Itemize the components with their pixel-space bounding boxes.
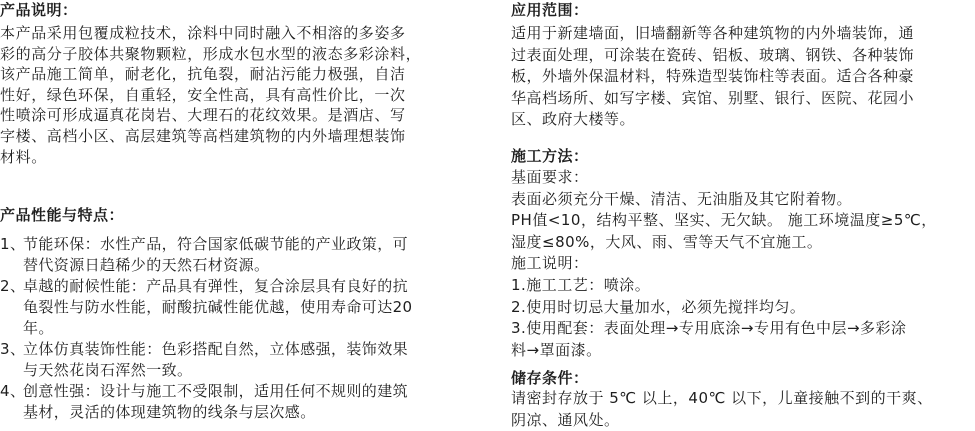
- application-paragraph: [511, 23, 914, 131]
- application-line: 华高档场所、如写字楼、宾馆、别墅、银行、医院、花园小: [511, 88, 915, 107]
- application-section: [511, 0, 914, 131]
- feature-number: 2、: [0, 277, 26, 295]
- features-heading: 产品性能与特点：: [0, 206, 125, 224]
- feature-item: [0, 276, 413, 339]
- intro-line: 性好，绿色环保，自重轻，安全性高，具有高性价比，一次: [0, 85, 406, 104]
- method-heading: 施工方法：: [511, 147, 589, 165]
- feature-line: 替代资源日趋稀少的天然石材资源。: [23, 256, 270, 274]
- method-line: 1.施工工艺：喷涂。: [511, 275, 651, 294]
- method-section: [511, 146, 937, 361]
- intro-line: 性喷涂可形成逼真花岗岩、大理石的花纹效果。是酒店、写: [0, 106, 406, 125]
- features-section: [0, 205, 413, 423]
- features-list: [0, 234, 413, 423]
- storage-paragraph: [511, 388, 933, 431]
- method-line: 3.使用配套：表面处理→专用底涂→专用有色中层→多彩涂: [511, 319, 907, 338]
- feature-line: 与天然花岗石浑然一致。: [23, 361, 193, 379]
- feature-line: 卓越的耐候性能：产品具有弹性，复合涂层具有良好的抗: [23, 277, 409, 295]
- intro-line: 该产品施工简单，耐老化，抗龟裂，耐沾污能力极强，自洁: [0, 65, 406, 84]
- method-line: PH值<10，结构平整、坚实、无欠缺。 施工环境温度≥5℃，: [511, 211, 937, 230]
- feature-number: 1、: [0, 235, 26, 253]
- intro-line: 字楼、高档小区、高层建筑等高档建筑物的内外墙理想装饰: [0, 126, 406, 145]
- method-line: 料→罩面漆。: [511, 340, 602, 359]
- method-paragraph: [511, 167, 937, 361]
- application-line: 板，外墙外保温材料，特殊造型装饰柱等表面。适合各种豪: [511, 67, 915, 86]
- feature-line: 基材，灵活的体现建筑物的线条与层次感。: [23, 403, 316, 421]
- feature-item: [0, 381, 413, 423]
- intro-heading: 产品说明：: [0, 1, 78, 19]
- method-line: 施工说明：: [511, 254, 589, 273]
- feature-item: [0, 234, 413, 276]
- method-line: 湿度≤80%，大风、雨、雪等天气不宜施工。: [511, 232, 823, 251]
- storage-section: [511, 368, 933, 431]
- intro-section: [0, 0, 421, 167]
- application-line: 过表面处理，可涂装在瓷砖、铝板、玻璃、钢铁、各种装饰: [511, 45, 915, 64]
- feature-line: 年。: [23, 319, 54, 337]
- application-heading: 应用范围：: [511, 1, 589, 19]
- method-line: 表面必须充分干燥、清洁、无油脂及其它附着物。: [511, 189, 853, 208]
- method-line: 基面要求：: [511, 168, 589, 186]
- intro-line: 本产品采用包覆成粒技术，涂料中同时融入不相溶的多姿多: [0, 24, 406, 42]
- intro-line: 彩的高分子胶体共聚物颗粒，形成水包水型的液态多彩涂料，: [0, 44, 422, 63]
- feature-item: [0, 339, 413, 381]
- feature-number: 4、: [0, 382, 26, 400]
- application-line: 区、政府大楼等。: [511, 110, 636, 129]
- feature-line: 创意性强：设计与施工不受限制，适用任何不规则的建筑: [23, 382, 409, 400]
- feature-number: 3、: [0, 340, 26, 358]
- storage-heading: 储存条件：: [511, 369, 589, 387]
- method-line: 2.使用时切忌大量加水，必须先搅拌均匀。: [511, 297, 806, 316]
- intro-paragraph: [0, 23, 421, 167]
- intro-line: 材料。: [0, 147, 47, 166]
- storage-line: 阴凉、通风处。: [511, 410, 620, 429]
- feature-line: 节能环保：水性产品，符合国家低碳节能的产业政策，可: [23, 235, 409, 253]
- storage-line: 请密封存放于 5℃ 以上，40℃ 以下，儿童接触不到的干爽、: [511, 389, 933, 407]
- feature-line: 立体仿真装饰性能：色彩搭配自然，立体感强，装饰效果: [23, 340, 409, 358]
- application-line: 适用于新建墙面，旧墙翻新等各种建筑物的内外墙装饰，通: [511, 24, 915, 42]
- feature-line: 龟裂性与防水性能，耐酸抗碱性能优越，使用寿命可达20: [23, 298, 413, 316]
